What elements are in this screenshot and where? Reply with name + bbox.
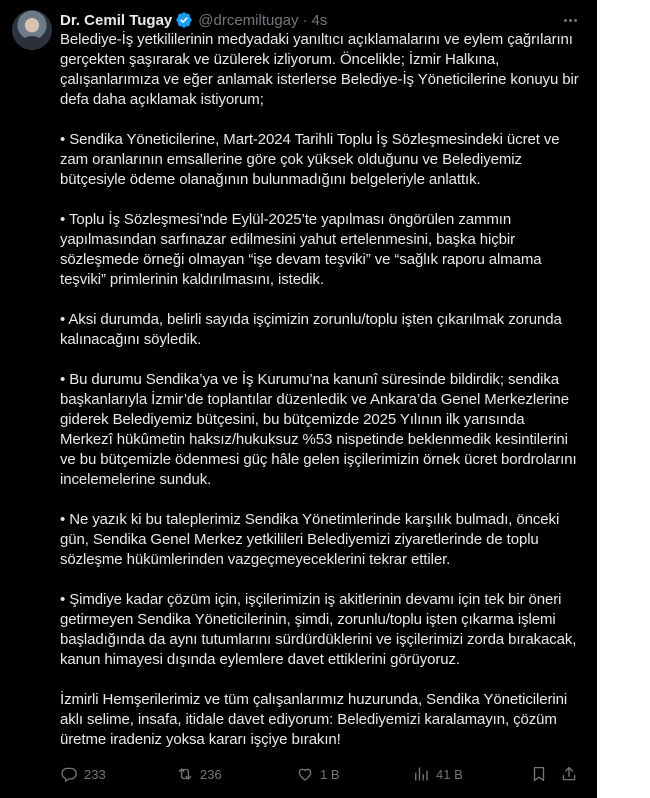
heart-icon (296, 765, 314, 783)
tweet-timestamp[interactable]: 4s (311, 11, 328, 29)
share-button[interactable] (560, 764, 584, 784)
tweet-paragraph: • Aksi durumda, belirli sayıda işçimizin zorunlu/toplu işten çıkarılmak zorunda kalınacağını söyledik. (60, 311, 562, 348)
retweet-icon (176, 765, 194, 783)
tweet-paragraph: • Şimdiye kadar çözüm için, işçilerimizin iş akitlerinin devamı için tek bir öneri getirmeyen Sendika Yöneticilerinin, şimdi, zorunlu/toplu işten çıkarma işlemi başladığında da aynı tutumlarını sürdürdüklerini ve işçilerimizi zorda bırakacak, kanun himayesi dışında eylemlere davet ettiklerini görüyoruz. (60, 591, 577, 668)
more-icon[interactable] (560, 10, 580, 30)
tweet-paragraph: • Ne yazık ki bu taleplerimiz Sendika Yönetimlerinde karşılık bulmadı, önceki gün, Sendika Genel Merkez yetkilileri Belediyemizi ziyaretlerinde de toplu sözleşme hükümlerinden vazgeçmeyeceklerini tekrar ettiler. (60, 511, 560, 568)
reply-icon (60, 765, 78, 783)
tweet-paragraph: • Sendika Yöneticilerine, Mart-2024 Tarihli Toplu İş Sözleşmesindeki ücret ve zam oranlarının emsallerine göre çok yüksek olduğunu ve Belediyemiz bütçesiyle ödeme olanağının bulunmadığını belgeleriyle anlattık. (60, 131, 560, 188)
like-count: 1 B (320, 766, 340, 782)
views-icon (412, 765, 430, 783)
action-bar (60, 764, 580, 784)
views-button[interactable] (412, 764, 463, 784)
author-name[interactable]: Dr. Cemil Tugay (60, 11, 173, 29)
tweet-paragraph: İzmirli Hemşerilerimiz ve tüm çalışanlarımız huzurunda, Sendika Yöneticilerini aklı selime, insafa, itidale davet ediyorum: Belediyemizi karalamayın, çözüm üretme iradeniz yoksa kararı işçiye bırakın! (60, 691, 568, 748)
tweet-text (60, 30, 580, 770)
bookmark-button[interactable] (530, 764, 554, 784)
tweet-paragraph: • Bu durumu Sendika’ya ve İş Kurumu’na kanunî süresinde bildirdik; sendika başkanlarıyla İzmir’de toplantılar düzenledik ve Ankara’da Genel Merkezlerine giderek Belediyemiz bütçesini, bu bütçemizde 2025 Yılının ilk yarısında Merkezî hükûmetin haksız/hukuksuz %53 nispetinde beklenmedik kesintilerini ve bu bütçemizle ödenmesi güç hâle gelen işçilerimizin örnek ücret bordrolarını incelemelerine sunduk. (60, 371, 577, 488)
author-handle[interactable]: @drcemiltugay (198, 11, 299, 29)
tweet-paragraph: Belediye-İş yetkililerinin medyadaki yanıltıcı açıklamalarını ve eylem çağrılarını gerçekten şaşırarak ve üzülerek izliyorum. Öncelikle; İzmir Halkına, çalışanlarımıza ve eğer anlamak isterlerse Belediye-İş Yöneticilerine konuyu bir defa daha açıklamak istiyorum; (60, 31, 579, 108)
views-count: 41 B (436, 766, 463, 782)
reply-button[interactable] (60, 764, 106, 784)
tweet-header (60, 10, 327, 30)
share-icon (560, 765, 578, 783)
like-button[interactable] (296, 764, 340, 784)
tweet-paragraph: • Toplu İş Sözleşmesi’nde Eylül-2025’te yapılması öngörülen zammın yapılmasından sarfınazar edilmesini yahut ertelenmesini, başka hiçbir sözleşmede örneği olmayan “işe devam teşviki” ve “sağlık raporu almama teşviki” primlerinin kaldırılmasını, istedik. (60, 211, 542, 288)
avatar[interactable] (12, 10, 52, 50)
verified-badge-icon (175, 11, 193, 29)
reply-count: 233 (84, 766, 106, 782)
header-separator: · (302, 11, 308, 29)
retweet-count: 236 (200, 766, 222, 782)
retweet-button[interactable] (176, 764, 222, 784)
bookmark-icon (530, 765, 548, 783)
